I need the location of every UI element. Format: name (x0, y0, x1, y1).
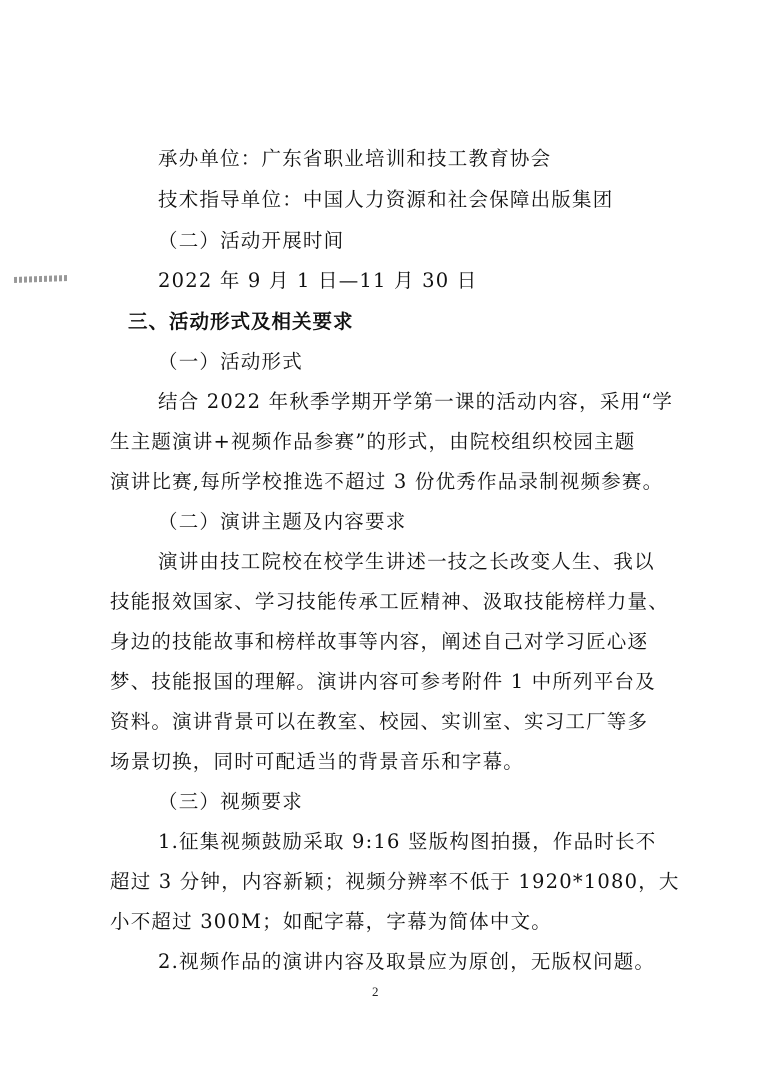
paragraph-line: 结合 2022 年秋季学期开学第一课的活动内容，采用“学 (158, 390, 674, 413)
paragraph-line: 小不超过 300M；如配字幕，字幕为简体中文。 (110, 910, 552, 933)
paragraph-line: 资料。演讲背景可以在教室、校园、实训室、实习工厂等多 (110, 710, 649, 733)
section-heading-3: 三、活动形式及相关要求 (128, 310, 354, 333)
subheading-activity-time: （二）活动开展时间 (158, 229, 345, 252)
page-number: 2 (372, 984, 379, 999)
activity-dates: 2022 年 9 月 1 日—11 月 30 日 (158, 269, 478, 292)
paragraph-line: 演讲由技工院校在校学生讲述一技之长改变人生、我以 (158, 550, 655, 573)
paragraph-line: 超过 3 分钟，内容新颖；视频分辨率不低于 1920*1080，大 (110, 870, 680, 893)
paragraph-line: 2.视频作品的演讲内容及取景应为原创，无版权问题。 (158, 950, 656, 973)
paragraph-line: 场景切换，同时可配适当的背景音乐和字幕。 (110, 750, 525, 773)
subheading-speech-topic: （二）演讲主题及内容要求 (158, 510, 407, 533)
paragraph-line: 生主题演讲+视频作品参赛”的形式，由院校组织校园主题 (110, 430, 636, 453)
paragraph-line: 技能报效国家、学习技能传承工匠精神、汲取技能榜样力量、 (110, 590, 669, 613)
tech-guidance-line: 技术指导单位：中国人力资源和社会保障出版集团 (158, 188, 614, 211)
paragraph-line: 演讲比赛,每所学校推选不超过 3 份优秀作品录制视频参赛。 (110, 470, 664, 493)
organizer-line: 承办单位：广东省职业培训和技工教育协会 (158, 147, 552, 170)
paragraph-line: 1.征集视频鼓励采取 9:16 竖版构图拍摄，作品时长不 (158, 830, 657, 853)
paragraph-line: 身边的技能故事和榜样故事等内容，阐述自己对学习匠心逐 (110, 630, 649, 653)
subheading-activity-form: （一）活动形式 (158, 350, 303, 373)
subheading-video-requirements: （三）视频要求 (158, 790, 303, 813)
scan-mark (14, 275, 68, 283)
paragraph-line: 梦、技能报国的理解。演讲内容可参考附件 1 中所列平台及 (110, 670, 656, 693)
